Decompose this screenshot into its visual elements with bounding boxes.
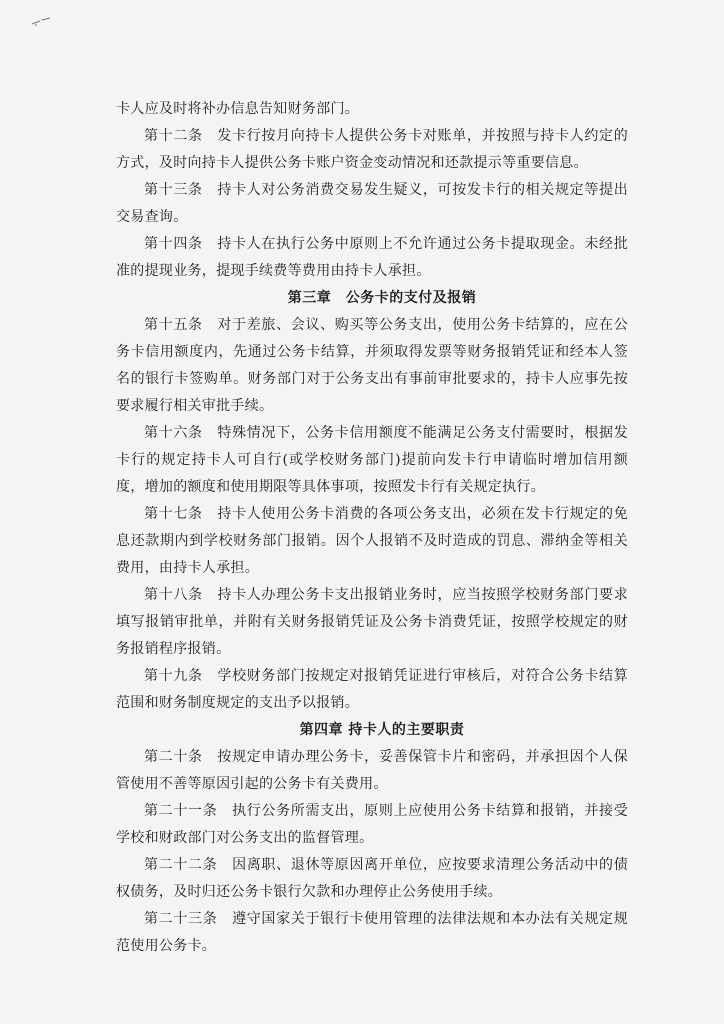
article-18: 第十八条 持卡人办理公务卡支出报销业务时，应当按照学校财务部门要求填写报销审批单，并附有关财务报销凭证及公务卡消费凭证，按照学校规定的财务报销程序报销。 (116, 587, 628, 657)
article-14: 第十四条 持卡人在执行公务中原则上不允许通过公务卡提取现金。未经批准的提现业务，提现手续费等费用由持卡人承担。 (116, 236, 628, 279)
article-19: 第十九条 学校财务部门按规定对报销凭证进行审核后，对符合公务卡结算范围和财务制度规定的支出予以报销。 (116, 668, 628, 711)
scan-speck-mark (30, 16, 52, 28)
document-body (116, 96, 628, 960)
article-22: 第二十二条 因离职、退休等原因离开单位，应按要求清理公务活动中的债权债务，及时归还公务卡银行欠款和办理停止公务使用手续。 (116, 857, 628, 900)
article-20: 第二十条 按规定申请办理公务卡，妥善保管卡片和密码，并承担因个人保管使用不善等原因引起的公务卡有关费用。 (116, 749, 628, 792)
article-16: 第十六条 特殊情况下，公务卡信用额度不能满足公务支付需要时，根据发卡行的规定持卡人可自行(或学校财务部门)提前向发卡行申请临时增加信用额度，增加的额度和使用期限等具体事项，按照发卡行有关规定执行。 (116, 425, 628, 495)
article-21: 第二十一条 执行公务所需支出，原则上应使用公务卡结算和报销，并接受学校和财政部门对公务支出的监督管理。 (116, 803, 628, 846)
paragraph-continuation: 卡人应及时将补办信息告知财务部门。 (116, 101, 360, 117)
article-15: 第十五条 对于差旅、会议、购买等公务支出，使用公务卡结算的，应在公务卡信用额度内，先通过公务卡结算，并须取得发票等财务报销凭证和经本人签名的银行卡签购单。财务部门对于公务支出有事前审批要求的，持卡人应事先按要求履行相关审批手续。 (116, 317, 628, 414)
article-12: 第十二条 发卡行按月向持卡人提供公务卡对账单，并按照与持卡人约定的方式，及时向持卡人提供公务卡账户资金变动情况和还款提示等重要信息。 (116, 128, 628, 171)
article-23: 第二十三条 遵守国家关于银行卡使用管理的法律法规和本办法有关规定规范使用公务卡。 (116, 911, 628, 954)
article-13: 第十三条 持卡人对公务消费交易发生疑义，可按发卡行的相关规定等提出交易查询。 (116, 182, 628, 225)
chapter-3-heading: 第三章 公务卡的支付及报销 (287, 290, 477, 306)
article-17: 第十七条 持卡人使用公务卡消费的各项公务支出，必须在发卡行规定的免息还款期内到学校财务部门报销。因个人报销不及时造成的罚息、滞纳金等相关费用，由持卡人承担。 (116, 506, 628, 576)
chapter-4-heading: 第四章 持卡人的主要职责 (299, 722, 465, 738)
